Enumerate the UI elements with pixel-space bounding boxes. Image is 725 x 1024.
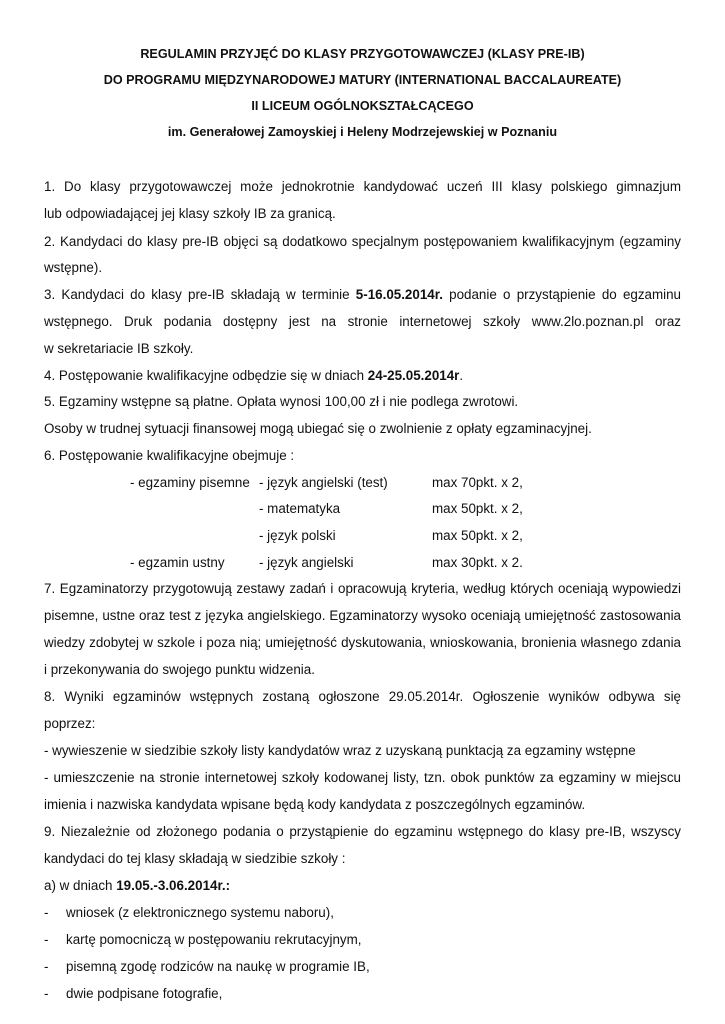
title-line-2: DO PROGRAMU MIĘDZYNARODOWEJ MATURY (INTERNATIONAL BACCALAUREATE): [103, 73, 622, 87]
exam-subject: - język polski: [259, 528, 336, 543]
paragraph-4-text-c: .: [459, 368, 464, 383]
paragraph-8-line-3: - wywieszenie w siedzibie szkoły listy kandydatów wraz z uzyskaną punktacją za egzaminy wstępne: [44, 743, 636, 758]
paragraph-9-line-2: kandydaci do tej klasy składają w siedzibie szkoły :: [44, 851, 346, 866]
paragraph-1-line-1: 1. Do klasy przygotowawczej może jednokrotnie kandydować uczeń III klasy polskiego gimnazjum: [44, 179, 681, 194]
list-item-text: wniosek (z elektronicznego systemu naboru),: [66, 905, 334, 920]
paragraph-7-line-1: 7. Egzaminatorzy przygotowują zestawy zadań i opracowują kryteria, według których oceniają wypowiedzi: [44, 581, 681, 596]
exam-subject: - matematyka: [259, 501, 341, 516]
paragraph-5-line-2: Osoby w trudnej sytuacji finansowej mogą ubiegać się o zwolnienie z opłaty egzaminacyjnej.: [44, 421, 592, 436]
paragraph-2-line-1: 2. Kandydaci do klasy pre-IB objęci są dodatkowo specjalnym postępowaniem kwalifikacyjnym (egzaminy: [44, 234, 681, 249]
paragraph-4: [44, 367, 681, 384]
list-item-text: pisemną zgodę rodziców na naukę w programie IB,: [66, 959, 370, 974]
paragraph-9-subpoint-a: [44, 877, 681, 894]
title-line-4: im. Generałowej Zamoyskiej i Heleny Modrzejewskiej w Poznaniu: [167, 125, 558, 139]
document-submission-date: 19.05.-3.06.2014r.:: [116, 878, 231, 893]
list-item-text: kartę pomocniczą w postępowaniu rekrutacyjnym,: [66, 932, 362, 947]
list-dash: -: [44, 905, 49, 920]
exam-type: - egzamin ustny: [130, 555, 225, 570]
paragraph-3-line-1: [44, 286, 681, 303]
list-dash: -: [44, 959, 49, 974]
paragraph-8-line-2: poprzez:: [44, 716, 96, 731]
paragraph-3-text-a: 3. Kandydaci do klasy pre-IB składają w terminie: [44, 287, 356, 302]
list-item-text: dwie podpisane fotografie,: [66, 986, 223, 1001]
submission-date: 5-16.05.2014r.: [355, 287, 443, 302]
title-line-1: REGULAMIN PRZYJĘĆ DO KLASY PRZYGOTOWAWCZEJ (KLASY PRE-IB): [140, 47, 585, 61]
exam-points: max 70pkt. x 2,: [432, 475, 523, 490]
paragraph-3-line-2: wstępnego. Druk podania dostępny jest na stronie internetowej szkoły www.2lo.poznan.pl oraz: [44, 314, 681, 329]
paragraph-6-intro: 6. Postępowanie kwalifikacyjne obejmuje :: [44, 448, 295, 463]
paragraph-3-text-c: podanie o przystąpienie do egzaminu: [442, 287, 682, 302]
paragraph-7-line-2: pisemne, ustne oraz test z języka angielskiego. Egzaminatorzy wysoko oceniają umiejętność zastosowania: [44, 608, 681, 623]
paragraph-3-line-3: w sekretariacie IB szkoły.: [44, 341, 194, 356]
paragraph-9-line-1: 9. Niezależnie od złożonego podania o przystąpienie do egzaminu wstępnego do klasy pre-IB, wszyscy: [44, 824, 681, 839]
paragraph-8-line-4: - umieszczenie na stronie internetowej szkoły kodowanej listy, tzn. obok punktów za egzaminy w miejscu: [44, 770, 681, 785]
paragraph-7-line-4: i przekonywania do swojego punktu widzenia.: [44, 662, 315, 677]
exam-subject: - język angielski: [259, 555, 354, 570]
qualification-date: 24-25.05.2014r: [367, 368, 460, 383]
subpoint-a-prefix: a) w dniach: [44, 878, 117, 893]
paragraph-4-text-a: 4. Postępowanie kwalifikacyjne odbędzie się w dniach: [44, 368, 368, 383]
exam-subject: - język angielski (test): [259, 475, 388, 490]
paragraph-1-line-2: lub odpowiadającej jej klasy szkoły IB za granicą.: [44, 206, 336, 221]
list-dash: -: [44, 986, 49, 1001]
paragraph-8-line-1: 8. Wyniki egzaminów wstępnych zostaną ogłoszone 29.05.2014r. Ogłoszenie wyników odbywa się: [44, 689, 681, 704]
exam-type: - egzaminy pisemne: [130, 475, 250, 490]
paragraph-7-line-3: wiedzy zdobytej w szkole i poza nią; umiejętność dyskutowania, wnioskowania, bronienia własnego zdania: [44, 635, 681, 650]
paragraph-5-line-1: 5. Egzaminy wstępne są płatne. Opłata wynosi 100,00 zł i nie podlega zwrotowi.: [44, 394, 519, 409]
title-line-3: II LICEUM OGÓLNOKSZTAŁCĄCEGO: [251, 99, 474, 113]
paragraph-8-line-5: imienia i nazwiska kandydata wpisane będą kody kandydata z poszczególnych egzaminów.: [44, 797, 586, 812]
paragraph-2-line-2: wstępne).: [44, 260, 103, 275]
exam-points: max 30pkt. x 2.: [432, 555, 523, 570]
exam-points: max 50pkt. x 2,: [432, 528, 523, 543]
list-dash: -: [44, 932, 49, 947]
exam-points: max 50pkt. x 2,: [432, 501, 523, 516]
